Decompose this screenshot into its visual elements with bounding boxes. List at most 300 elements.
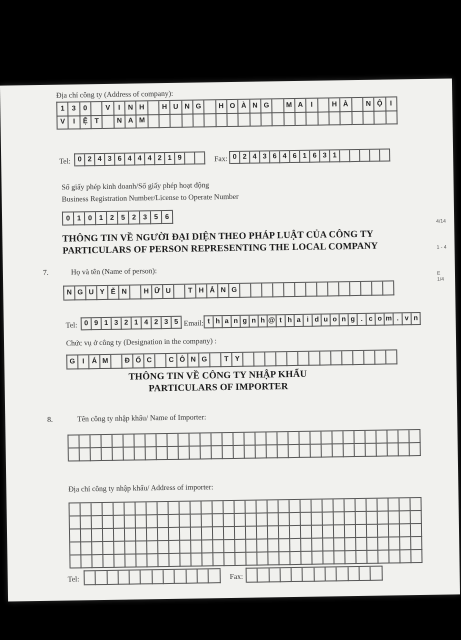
char-cell[interactable]: G xyxy=(229,284,240,298)
char-cell[interactable] xyxy=(306,283,317,297)
char-cell[interactable]: Y xyxy=(97,286,108,300)
char-cell[interactable] xyxy=(280,568,292,582)
char-cell[interactable] xyxy=(323,538,334,551)
char-cell[interactable] xyxy=(147,528,158,541)
char-cell[interactable] xyxy=(376,431,387,444)
char-cell[interactable] xyxy=(288,432,299,445)
char-cell[interactable] xyxy=(312,500,323,513)
char-cell[interactable] xyxy=(222,433,233,446)
char-cell[interactable] xyxy=(85,571,97,585)
char-cell[interactable]: 3 xyxy=(162,317,172,329)
char-cell[interactable] xyxy=(301,513,312,526)
char-cell[interactable] xyxy=(178,434,189,447)
char-cell[interactable]: N xyxy=(119,286,130,300)
char-cell[interactable] xyxy=(246,540,257,553)
rep-name-field[interactable] xyxy=(63,280,394,300)
char-cell[interactable] xyxy=(323,499,334,512)
char-cell[interactable] xyxy=(353,351,364,365)
char-cell[interactable] xyxy=(399,443,410,456)
char-cell[interactable] xyxy=(332,431,343,444)
char-cell[interactable] xyxy=(202,553,213,566)
char-cell[interactable]: 1 xyxy=(96,212,107,225)
char-cell[interactable] xyxy=(323,512,334,525)
char-cell[interactable] xyxy=(202,501,213,514)
char-cell[interactable] xyxy=(103,503,114,516)
char-cell[interactable]: C xyxy=(166,354,177,368)
char-cell[interactable] xyxy=(103,115,115,129)
char-cell[interactable]: 1 xyxy=(102,318,112,330)
char-cell[interactable] xyxy=(367,551,378,564)
char-cell[interactable]: n xyxy=(232,316,241,328)
char-cell[interactable] xyxy=(101,435,112,448)
char-cell[interactable] xyxy=(148,114,160,128)
char-cell[interactable]: N xyxy=(250,99,262,113)
char-cell[interactable] xyxy=(155,354,166,368)
char-cell[interactable] xyxy=(70,503,81,516)
char-cell[interactable] xyxy=(114,542,125,555)
char-cell[interactable] xyxy=(186,570,198,584)
char-cell[interactable] xyxy=(309,352,320,366)
char-cell[interactable]: 6 xyxy=(162,211,173,224)
char-cell[interactable] xyxy=(213,501,224,514)
char-cell[interactable]: d xyxy=(313,315,322,327)
char-cell[interactable] xyxy=(350,150,360,162)
char-cell[interactable] xyxy=(202,527,213,540)
char-cell[interactable] xyxy=(112,435,123,448)
char-cell[interactable]: 2 xyxy=(129,211,140,224)
char-cell[interactable]: 6 xyxy=(115,154,125,166)
char-cell[interactable]: 2 xyxy=(240,152,250,164)
char-cell[interactable] xyxy=(191,514,202,527)
char-cell[interactable] xyxy=(134,434,145,447)
importer-name-field[interactable] xyxy=(67,429,420,462)
char-cell[interactable] xyxy=(277,432,288,445)
char-cell[interactable] xyxy=(378,512,389,525)
char-cell[interactable] xyxy=(303,568,315,582)
char-cell[interactable] xyxy=(400,537,411,550)
char-cell[interactable]: 0 xyxy=(75,154,85,166)
char-cell[interactable] xyxy=(70,555,81,568)
char-cell[interactable] xyxy=(387,430,398,443)
char-cell[interactable] xyxy=(135,447,146,460)
char-cell[interactable] xyxy=(70,516,81,529)
char-cell[interactable] xyxy=(193,113,205,127)
char-cell[interactable] xyxy=(250,112,262,126)
char-cell[interactable] xyxy=(91,448,102,461)
char-cell[interactable] xyxy=(136,515,147,528)
char-cell[interactable] xyxy=(246,527,257,540)
char-cell[interactable] xyxy=(287,352,298,366)
char-cell[interactable]: 3 xyxy=(105,154,115,166)
char-cell[interactable] xyxy=(268,526,279,539)
char-cell[interactable] xyxy=(334,551,345,564)
char-cell[interactable] xyxy=(114,516,125,529)
char-cell[interactable] xyxy=(365,431,376,444)
char-cell[interactable]: Ố xyxy=(133,354,144,368)
char-cell[interactable] xyxy=(247,569,259,583)
char-cell[interactable] xyxy=(298,352,309,366)
char-cell[interactable] xyxy=(268,513,279,526)
char-cell[interactable] xyxy=(400,524,411,537)
char-cell[interactable] xyxy=(213,540,224,553)
char-cell[interactable] xyxy=(326,567,338,581)
char-cell[interactable] xyxy=(191,501,202,514)
char-cell[interactable] xyxy=(92,555,103,568)
char-cell[interactable]: Y xyxy=(232,353,243,367)
char-cell[interactable] xyxy=(290,539,301,552)
char-cell[interactable]: o xyxy=(376,314,385,326)
char-cell[interactable] xyxy=(68,435,79,448)
char-cell[interactable] xyxy=(158,541,169,554)
char-cell[interactable] xyxy=(145,434,156,447)
char-cell[interactable] xyxy=(169,554,180,567)
char-cell[interactable] xyxy=(334,512,345,525)
char-cell[interactable]: 3 xyxy=(320,150,330,162)
char-cell[interactable] xyxy=(141,570,153,584)
char-cell[interactable] xyxy=(235,553,246,566)
char-cell[interactable] xyxy=(152,570,164,584)
char-cell[interactable]: 3 xyxy=(69,102,81,116)
char-cell[interactable] xyxy=(348,567,360,581)
char-cell[interactable] xyxy=(211,433,222,446)
char-cell[interactable] xyxy=(372,282,383,296)
char-cell[interactable] xyxy=(378,499,389,512)
char-cell[interactable] xyxy=(107,571,119,585)
char-cell[interactable] xyxy=(234,446,245,459)
char-cell[interactable] xyxy=(340,150,350,162)
char-cell[interactable] xyxy=(361,282,372,296)
char-cell[interactable]: . xyxy=(394,313,403,325)
char-cell[interactable] xyxy=(257,539,268,552)
char-cell[interactable]: A xyxy=(295,99,307,113)
char-cell[interactable]: Ệ xyxy=(80,115,92,129)
char-cell[interactable] xyxy=(136,554,147,567)
importer-address-field[interactable] xyxy=(69,497,423,569)
char-cell[interactable] xyxy=(224,514,235,527)
char-cell[interactable] xyxy=(164,570,176,584)
char-cell[interactable] xyxy=(147,541,158,554)
char-cell[interactable] xyxy=(356,499,367,512)
char-cell[interactable]: I xyxy=(69,115,81,129)
char-cell[interactable] xyxy=(356,512,367,525)
char-cell[interactable] xyxy=(268,539,279,552)
char-cell[interactable] xyxy=(360,150,370,162)
char-cell[interactable] xyxy=(254,352,265,366)
char-cell[interactable] xyxy=(321,431,332,444)
char-cell[interactable] xyxy=(158,554,169,567)
char-cell[interactable] xyxy=(312,526,323,539)
char-cell[interactable]: h xyxy=(259,315,268,327)
char-cell[interactable] xyxy=(167,434,178,447)
char-cell[interactable]: n xyxy=(412,313,421,325)
char-cell[interactable] xyxy=(290,513,301,526)
char-cell[interactable] xyxy=(168,447,179,460)
char-cell[interactable] xyxy=(136,502,147,515)
char-cell[interactable] xyxy=(343,431,354,444)
char-cell[interactable] xyxy=(125,554,136,567)
char-cell[interactable] xyxy=(81,503,92,516)
char-cell[interactable] xyxy=(191,553,202,566)
char-cell[interactable]: 2 xyxy=(85,154,95,166)
char-cell[interactable] xyxy=(216,113,228,127)
char-cell[interactable] xyxy=(276,352,287,366)
char-cell[interactable]: À xyxy=(238,100,250,114)
char-cell[interactable] xyxy=(375,351,386,365)
char-cell[interactable]: t xyxy=(205,316,214,328)
char-cell[interactable]: M xyxy=(137,114,149,128)
char-cell[interactable] xyxy=(224,540,235,553)
char-cell[interactable] xyxy=(103,542,114,555)
char-cell[interactable]: N xyxy=(125,101,137,115)
char-cell[interactable] xyxy=(213,527,224,540)
char-cell[interactable] xyxy=(224,553,235,566)
char-cell[interactable]: @ xyxy=(268,315,277,327)
char-cell[interactable] xyxy=(246,514,257,527)
char-cell[interactable] xyxy=(356,538,367,551)
char-cell[interactable] xyxy=(240,284,251,298)
char-cell[interactable] xyxy=(261,112,273,126)
char-cell[interactable] xyxy=(389,524,400,537)
char-cell[interactable]: À xyxy=(340,98,352,112)
char-cell[interactable]: 5 xyxy=(118,212,129,225)
char-cell[interactable]: Á xyxy=(89,355,100,369)
char-cell[interactable] xyxy=(90,435,101,448)
char-cell[interactable] xyxy=(257,526,268,539)
char-cell[interactable] xyxy=(290,526,301,539)
char-cell[interactable] xyxy=(185,153,195,165)
char-cell[interactable] xyxy=(224,501,235,514)
char-cell[interactable]: 2 xyxy=(107,212,118,225)
char-cell[interactable]: G xyxy=(75,286,86,300)
char-cell[interactable]: I xyxy=(78,355,89,369)
char-cell[interactable] xyxy=(378,538,389,551)
char-cell[interactable] xyxy=(180,541,191,554)
char-cell[interactable] xyxy=(175,570,187,584)
char-cell[interactable] xyxy=(114,529,125,542)
char-cell[interactable]: U xyxy=(163,285,174,299)
char-cell[interactable] xyxy=(279,513,290,526)
char-cell[interactable] xyxy=(130,285,141,299)
char-cell[interactable] xyxy=(400,498,411,511)
char-cell[interactable] xyxy=(301,552,312,565)
char-cell[interactable] xyxy=(124,448,135,461)
business-reg-field[interactable] xyxy=(62,210,173,226)
char-cell[interactable]: c xyxy=(367,314,376,326)
char-cell[interactable]: h xyxy=(214,316,223,328)
char-cell[interactable]: 6 xyxy=(290,151,300,163)
char-cell[interactable] xyxy=(202,514,213,527)
char-cell[interactable]: H xyxy=(141,285,152,299)
char-cell[interactable]: n xyxy=(250,316,259,328)
char-cell[interactable] xyxy=(202,540,213,553)
char-cell[interactable] xyxy=(411,537,422,550)
char-cell[interactable] xyxy=(334,538,345,551)
char-cell[interactable] xyxy=(301,500,312,513)
char-cell[interactable] xyxy=(366,444,377,457)
char-cell[interactable]: 6 xyxy=(310,151,320,163)
char-cell[interactable]: M xyxy=(284,99,296,113)
char-cell[interactable]: Đ xyxy=(122,355,133,369)
char-cell[interactable] xyxy=(157,447,168,460)
char-cell[interactable] xyxy=(295,283,306,297)
char-cell[interactable] xyxy=(257,552,268,565)
char-cell[interactable] xyxy=(201,446,212,459)
char-cell[interactable]: m xyxy=(385,313,394,325)
char-cell[interactable]: V xyxy=(103,102,115,116)
char-cell[interactable] xyxy=(158,528,169,541)
char-cell[interactable] xyxy=(169,515,180,528)
char-cell[interactable] xyxy=(255,432,266,445)
char-cell[interactable] xyxy=(279,539,290,552)
char-cell[interactable] xyxy=(341,111,353,125)
char-cell[interactable]: 4 xyxy=(142,317,152,329)
char-cell[interactable] xyxy=(389,498,400,511)
char-cell[interactable] xyxy=(195,152,205,164)
char-cell[interactable]: Ễ xyxy=(108,286,119,300)
char-cell[interactable]: 2 xyxy=(155,153,165,165)
char-cell[interactable] xyxy=(356,551,367,564)
rep-email-field[interactable] xyxy=(204,312,421,328)
char-cell[interactable] xyxy=(345,551,356,564)
char-cell[interactable]: T xyxy=(221,353,232,367)
char-cell[interactable]: G xyxy=(193,100,205,114)
char-cell[interactable] xyxy=(370,150,380,162)
char-cell[interactable] xyxy=(244,433,255,446)
char-cell[interactable]: 4 xyxy=(145,153,155,165)
char-cell[interactable] xyxy=(331,351,342,365)
char-cell[interactable] xyxy=(292,568,304,582)
char-cell[interactable] xyxy=(389,511,400,524)
char-cell[interactable] xyxy=(386,110,398,124)
char-cell[interactable] xyxy=(81,555,92,568)
char-cell[interactable]: M xyxy=(100,355,111,369)
char-cell[interactable] xyxy=(243,353,254,367)
char-cell[interactable] xyxy=(345,538,356,551)
char-cell[interactable] xyxy=(245,446,256,459)
char-cell[interactable]: H xyxy=(159,101,171,115)
char-cell[interactable] xyxy=(81,516,92,529)
company-fax-field[interactable] xyxy=(229,148,390,164)
char-cell[interactable]: H xyxy=(137,101,149,115)
char-cell[interactable] xyxy=(125,541,136,554)
char-cell[interactable] xyxy=(322,444,333,457)
char-cell[interactable]: g xyxy=(349,314,358,326)
importer-tel-field[interactable] xyxy=(84,568,221,585)
char-cell[interactable] xyxy=(102,448,113,461)
char-cell[interactable]: Ô xyxy=(177,354,188,368)
char-cell[interactable]: . xyxy=(358,314,367,326)
company-tel-field[interactable] xyxy=(74,151,205,166)
char-cell[interactable] xyxy=(364,351,375,365)
char-cell[interactable]: 1 xyxy=(330,150,340,162)
char-cell[interactable]: a xyxy=(295,315,304,327)
char-cell[interactable] xyxy=(125,529,136,542)
char-cell[interactable] xyxy=(174,285,185,299)
char-cell[interactable] xyxy=(171,114,183,128)
char-cell[interactable] xyxy=(279,526,290,539)
char-cell[interactable] xyxy=(334,499,345,512)
char-cell[interactable] xyxy=(377,444,388,457)
char-cell[interactable] xyxy=(103,555,114,568)
char-cell[interactable] xyxy=(210,353,221,367)
char-cell[interactable]: N xyxy=(218,284,229,298)
char-cell[interactable] xyxy=(295,112,307,126)
char-cell[interactable] xyxy=(119,571,131,585)
char-cell[interactable] xyxy=(103,529,114,542)
char-cell[interactable] xyxy=(233,433,244,446)
char-cell[interactable]: 4 xyxy=(280,151,290,163)
char-cell[interactable]: 5 xyxy=(151,211,162,224)
char-cell[interactable] xyxy=(239,113,251,127)
char-cell[interactable] xyxy=(320,351,331,365)
char-cell[interactable]: 0 xyxy=(80,102,92,116)
char-cell[interactable] xyxy=(378,525,389,538)
char-cell[interactable] xyxy=(265,352,276,366)
char-cell[interactable] xyxy=(386,350,397,364)
char-cell[interactable]: N xyxy=(363,98,375,112)
char-cell[interactable]: U xyxy=(86,286,97,300)
char-cell[interactable] xyxy=(180,502,191,515)
char-cell[interactable] xyxy=(251,283,262,297)
char-cell[interactable]: N xyxy=(64,286,75,300)
char-cell[interactable] xyxy=(209,569,221,583)
char-cell[interactable] xyxy=(383,281,394,295)
char-cell[interactable] xyxy=(169,528,180,541)
char-cell[interactable] xyxy=(344,444,355,457)
char-cell[interactable] xyxy=(268,552,279,565)
char-cell[interactable]: 3 xyxy=(260,151,270,163)
char-cell[interactable] xyxy=(337,567,349,581)
char-cell[interactable] xyxy=(180,515,191,528)
char-cell[interactable]: N xyxy=(182,101,194,115)
char-cell[interactable]: U xyxy=(171,101,183,115)
char-cell[interactable] xyxy=(92,516,103,529)
char-cell[interactable] xyxy=(388,443,399,456)
char-cell[interactable] xyxy=(411,511,422,524)
char-cell[interactable] xyxy=(147,502,158,515)
char-cell[interactable] xyxy=(354,431,365,444)
char-cell[interactable] xyxy=(125,503,136,516)
char-cell[interactable] xyxy=(400,511,411,524)
char-cell[interactable] xyxy=(301,539,312,552)
char-cell[interactable] xyxy=(290,552,301,565)
char-cell[interactable] xyxy=(334,525,345,538)
char-cell[interactable] xyxy=(299,432,310,445)
char-cell[interactable] xyxy=(378,551,389,564)
char-cell[interactable] xyxy=(125,516,136,529)
char-cell[interactable]: 0 xyxy=(82,318,92,330)
char-cell[interactable] xyxy=(191,540,202,553)
char-cell[interactable]: 0 xyxy=(230,152,240,164)
char-cell[interactable] xyxy=(159,114,171,128)
char-cell[interactable]: N xyxy=(188,353,199,367)
char-cell[interactable]: h xyxy=(286,315,295,327)
char-cell[interactable] xyxy=(114,555,125,568)
char-cell[interactable]: A xyxy=(125,114,137,128)
char-cell[interactable]: Ộ xyxy=(374,98,386,112)
char-cell[interactable] xyxy=(278,445,289,458)
char-cell[interactable] xyxy=(191,527,202,540)
char-cell[interactable] xyxy=(350,282,361,296)
char-cell[interactable]: H xyxy=(329,98,341,112)
char-cell[interactable] xyxy=(180,528,191,541)
char-cell[interactable] xyxy=(111,355,122,369)
char-cell[interactable] xyxy=(356,525,367,538)
char-cell[interactable] xyxy=(267,445,278,458)
char-cell[interactable] xyxy=(205,113,217,127)
char-cell[interactable] xyxy=(411,524,422,537)
char-cell[interactable] xyxy=(312,513,323,526)
